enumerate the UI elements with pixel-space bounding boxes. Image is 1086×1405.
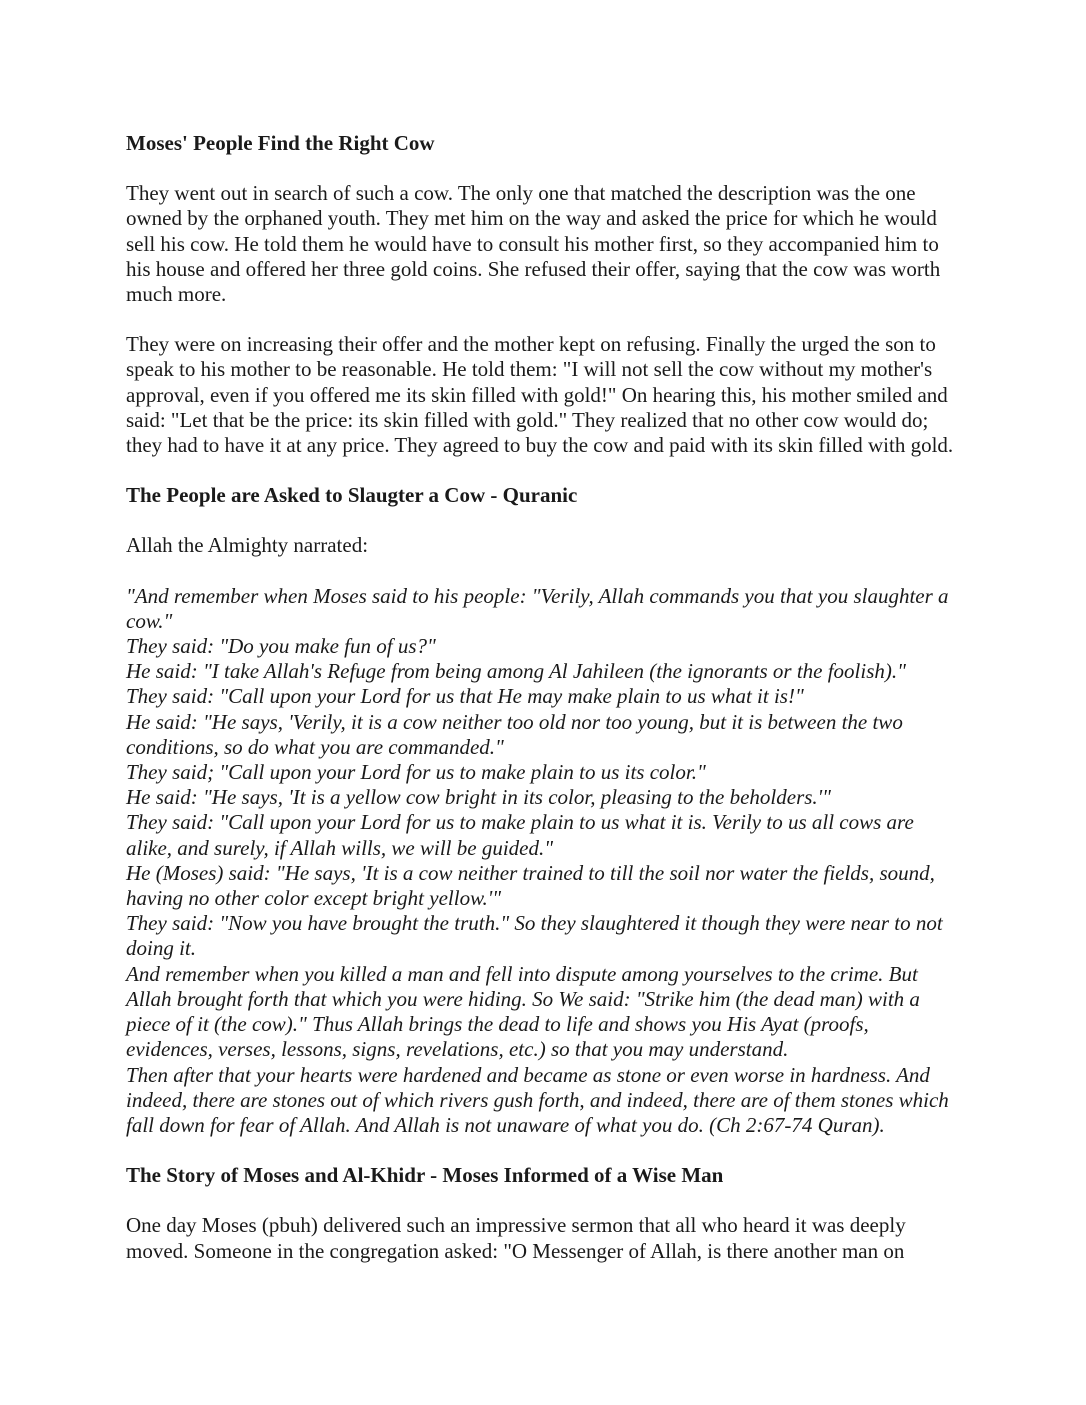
paragraph-cow-search: They went out in search of such a cow. The only one that matched the description was the one owned by the orphaned youth. They met him on the way and asked the price for which he would sell his cow. He told them he would have to consult his mother first, so they accompanied him to his house and offered her three gold coins. She refused their offer, saying that the cow was worth much more. xyxy=(126,181,941,307)
quote-verse: He said: "I take Allah's Refuge from being among Al Jahileen (the ignorants or the foolish)." xyxy=(126,659,906,684)
quote-verse: He (Moses) said: "He says, 'It is a cow neither trained to till the soil nor water the fields, sound, having no other color except bright yellow.'" xyxy=(126,860,935,911)
section-heading-slaughter-quranic: The People are Asked to Slaugter a Cow - Quranic xyxy=(126,483,578,508)
quote-verse: They said: "Now you have brought the truth." So they slaughtered it though they were near to not doing it. xyxy=(126,911,943,961)
section-heading-moses-al-khidr: The Story of Moses and Al-Khidr - Moses Informed of a Wise Man xyxy=(126,1163,724,1188)
quote-verse: "And remember when Moses said to his people: "Verily, Allah commands you that you slaughter a cow." xyxy=(126,583,949,633)
quote-verse: Then after that your hearts were hardened and became as stone or even worse in hardness. And indeed, there are stones out of which rivers gush forth, and indeed, there are of them stones which fall down for fear of Allah. And Allah is not unaware of what you do. (Ch 2:67-74 Quran). xyxy=(126,1062,949,1137)
quote-verse: He said: "He says, 'It is a yellow cow bright in its color, pleasing to the beholders.'" xyxy=(126,785,831,810)
quran-quote-block xyxy=(126,584,960,1138)
quote-verse: They said: "Do you make fun of us?" xyxy=(126,634,436,659)
quote-verse: He said: "He says, 'Verily, it is a cow neither too old nor too young, but it is between the two conditions, so do what you are commanded." xyxy=(126,709,903,759)
quote-verse: They said: "Call upon your Lord for us to make plain to us what it is. Verily to us all cows are alike, and surely, if Allah wills, we will be guided." xyxy=(126,810,914,860)
quote-verse: And remember when you killed a man and fell into dispute among yourselves to the crime. But Allah brought forth that which you were hiding. So We said: "Strike him (the dead man) with a piece of it (the cow)." Thus Allah brings the dead to life and shows you His Ayat (proofs, evidences, verses, lessons, signs, revelations, etc.) so that you may understand. xyxy=(126,961,920,1062)
section-heading-moses-people-find-cow: Moses' People Find the Right Cow xyxy=(126,131,435,155)
paragraph-narration-intro: Allah the Almighty narrated: xyxy=(126,533,369,558)
quote-verse: They said: "Call upon your Lord for us that He may make plain to us what it is!" xyxy=(126,684,804,709)
quote-verse: They said; "Call upon your Lord for us to make plain to us its color." xyxy=(126,760,706,785)
paragraph-sermon: One day Moses (pbuh) delivered such an impressive sermon that all who heard it was deeply moved. Someone in the congregation asked: "O Messenger of Allah, is there another man on xyxy=(126,1213,906,1263)
paragraph-mother-offer: They were on increasing their offer and the mother kept on refusing. Finally the urged the son to speak to his mother to be reasonable. He told them: "I will not sell the cow without my mother's approval, even if you offered me its skin filled with gold!" On hearing this, his mother smiled and said: "Let that be the price: its skin filled with gold." They realized that no other cow would do; they had to have it at any price. They agreed to buy the cow and paid with its skin filled with gold. xyxy=(126,332,954,458)
